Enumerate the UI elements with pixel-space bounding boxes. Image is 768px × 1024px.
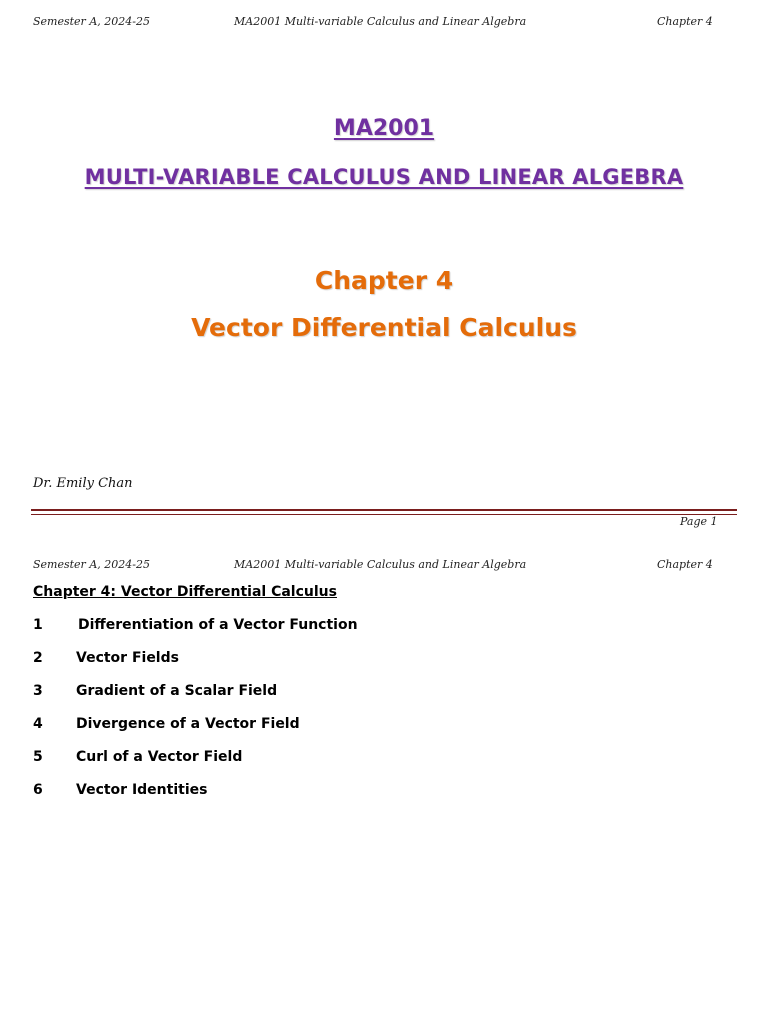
toc-item-number: 6 — [33, 782, 43, 798]
toc-item-number: 3 — [33, 683, 43, 699]
toc-item-label: Vector Fields — [76, 650, 179, 666]
toc-item-number: 1 — [33, 617, 43, 633]
header-course: MA2001 Multi-variable Calculus and Linear Algebra — [234, 558, 527, 571]
course-code: MA2001 — [333, 116, 435, 141]
header-course: MA2001 Multi-variable Calculus and Linear Algebra — [234, 15, 527, 28]
course-name: MULTI-VARIABLE CALCULUS AND LINEAR ALGEBRA — [84, 165, 684, 189]
toc-item-number: 5 — [33, 749, 43, 765]
chapter-title: Vector Differential Calculus — [191, 313, 577, 342]
toc-item-label: Gradient of a Scalar Field — [76, 683, 278, 699]
toc-item-number: 4 — [33, 716, 43, 732]
toc-item-label: Vector Identities — [76, 782, 208, 798]
toc-item-label: Curl of a Vector Field — [76, 749, 243, 765]
footer-rule-thin — [31, 514, 737, 515]
header-chapter: Chapter 4 — [657, 15, 713, 28]
toc-item-label: Divergence of a Vector Field — [76, 716, 300, 732]
page-number: Page 1 — [680, 515, 718, 528]
footer-rule — [31, 509, 737, 511]
toc-heading: Chapter 4: Vector Differential Calculus — [33, 584, 337, 600]
header-chapter: Chapter 4 — [657, 558, 713, 571]
header-semester: Semester A, 2024-25 — [33, 558, 150, 571]
page-header — [0, 558, 768, 576]
page-header — [0, 15, 768, 33]
toc-item-label: Differentiation of a Vector Function — [78, 617, 358, 633]
header-semester: Semester A, 2024-25 — [33, 15, 150, 28]
toc-item-number: 2 — [33, 650, 43, 666]
author-name: Dr. Emily Chan — [33, 476, 133, 491]
chapter-number: Chapter 4 — [314, 266, 454, 295]
